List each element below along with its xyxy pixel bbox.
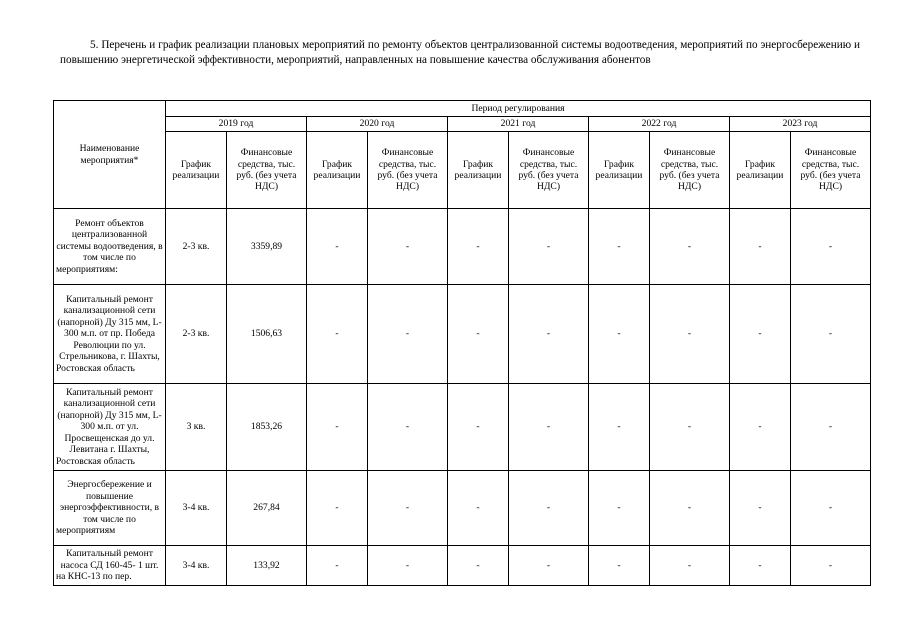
schedule-cell: - bbox=[730, 384, 791, 471]
finance-cell: 1853,26 bbox=[227, 384, 307, 471]
table-row bbox=[54, 209, 871, 285]
finance-column-header: Финансовые средства, тыс. руб. (без учета НДС) bbox=[650, 132, 730, 209]
finance-cell: - bbox=[650, 546, 730, 586]
finance-cell: - bbox=[509, 384, 589, 471]
finance-cell: 1506,63 bbox=[227, 285, 307, 384]
table-row bbox=[54, 285, 871, 384]
finance-cell: - bbox=[509, 209, 589, 285]
section-heading bbox=[60, 38, 860, 67]
schedule-cell: - bbox=[730, 471, 791, 546]
finance-cell: - bbox=[791, 285, 871, 384]
schedule-cell: - bbox=[307, 546, 368, 586]
schedule-cell: - bbox=[448, 546, 509, 586]
finance-cell: - bbox=[791, 546, 871, 586]
name-column-header: Наименование мероприятия* bbox=[54, 101, 166, 209]
finance-cell: - bbox=[650, 471, 730, 546]
finance-cell: - bbox=[368, 384, 448, 471]
finance-column-header: Финансовые средства, тыс. руб. (без учета НДС) bbox=[368, 132, 448, 209]
schedule-column-header: График реализации bbox=[730, 132, 791, 209]
table-row bbox=[54, 546, 871, 586]
activities-table bbox=[53, 100, 871, 586]
year-header: 2022 год bbox=[589, 117, 730, 132]
finance-cell: - bbox=[509, 285, 589, 384]
schedule-column-header: График реализации bbox=[307, 132, 368, 209]
schedule-cell: - bbox=[448, 209, 509, 285]
finance-column-header: Финансовые средства, тыс. руб. (без учета НДС) bbox=[227, 132, 307, 209]
finance-cell: - bbox=[509, 471, 589, 546]
schedule-cell: - bbox=[307, 384, 368, 471]
schedule-cell: 2-3 кв. bbox=[166, 209, 227, 285]
finance-cell: - bbox=[509, 546, 589, 586]
finance-cell: - bbox=[791, 384, 871, 471]
schedule-cell: - bbox=[589, 471, 650, 546]
activity-name: Капитальный ремонт канализационной сети (напорной) Ду 315 мм, L-300 м.п. от ул. Просвещенская до ул. Левитана г. Шахты, Ростовская область bbox=[54, 384, 166, 471]
schedule-cell: 3 кв. bbox=[166, 384, 227, 471]
table-row bbox=[54, 471, 871, 546]
finance-cell: 133,92 bbox=[227, 546, 307, 586]
schedule-cell: - bbox=[730, 285, 791, 384]
activity-name: Ремонт объектов централизованной системы водоотведения, в том числе по мероприятиям: bbox=[54, 209, 166, 285]
year-header: 2023 год bbox=[730, 117, 871, 132]
schedule-cell: - bbox=[730, 546, 791, 586]
schedule-cell: - bbox=[448, 285, 509, 384]
schedule-cell: - bbox=[307, 285, 368, 384]
finance-cell: - bbox=[368, 471, 448, 546]
schedule-cell: - bbox=[589, 209, 650, 285]
schedule-cell: 3-4 кв. bbox=[166, 546, 227, 586]
activity-name: Капитальный ремонт насоса СД 160-45- 1 шт. на КНС-13 по пер. bbox=[54, 546, 166, 586]
finance-cell: 267,84 bbox=[227, 471, 307, 546]
schedule-cell: - bbox=[307, 209, 368, 285]
schedule-cell: 3-4 кв. bbox=[166, 471, 227, 546]
activity-name: Капитальный ремонт канализационной сети (напорной) Ду 315 мм, L-300 м.п. от пр. Победа Революции по ул. Стрельникова, г. Шахты, Ростовская область bbox=[54, 285, 166, 384]
schedule-column-header: График реализации bbox=[448, 132, 509, 209]
finance-cell: 3359,89 bbox=[227, 209, 307, 285]
schedule-cell: - bbox=[589, 285, 650, 384]
schedule-cell: 2-3 кв. bbox=[166, 285, 227, 384]
finance-cell: - bbox=[791, 209, 871, 285]
period-header: Период регулирования bbox=[166, 101, 871, 117]
schedule-cell: - bbox=[448, 471, 509, 546]
activity-name: Энергосбережение и повышение энергоэффективности, в том числе по мероприятиям bbox=[54, 471, 166, 546]
finance-cell: - bbox=[791, 471, 871, 546]
schedule-cell: - bbox=[589, 384, 650, 471]
schedule-column-header: График реализации bbox=[589, 132, 650, 209]
finance-column-header: Финансовые средства, тыс. руб. (без учета НДС) bbox=[791, 132, 871, 209]
finance-cell: - bbox=[368, 209, 448, 285]
finance-cell: - bbox=[650, 209, 730, 285]
finance-cell: - bbox=[368, 285, 448, 384]
year-header: 2020 год bbox=[307, 117, 448, 132]
finance-cell: - bbox=[368, 546, 448, 586]
schedule-cell: - bbox=[589, 546, 650, 586]
section-heading-text: 5. Перечень и график реализации плановых мероприятий по ремонту объектов централизованной системы водоотведения, мероприятий по энергосбережению и повышению энергетической эффективности, мероприятий, направленных на повышение качества обслуживания абонентов bbox=[60, 39, 860, 66]
schedule-cell: - bbox=[307, 471, 368, 546]
finance-column-header: Финансовые средства, тыс. руб. (без учета НДС) bbox=[509, 132, 589, 209]
table-row bbox=[54, 384, 871, 471]
schedule-column-header: График реализации bbox=[166, 132, 227, 209]
year-header: 2021 год bbox=[448, 117, 589, 132]
finance-cell: - bbox=[650, 285, 730, 384]
year-header: 2019 год bbox=[166, 117, 307, 132]
finance-cell: - bbox=[650, 384, 730, 471]
schedule-cell: - bbox=[730, 209, 791, 285]
schedule-cell: - bbox=[448, 384, 509, 471]
